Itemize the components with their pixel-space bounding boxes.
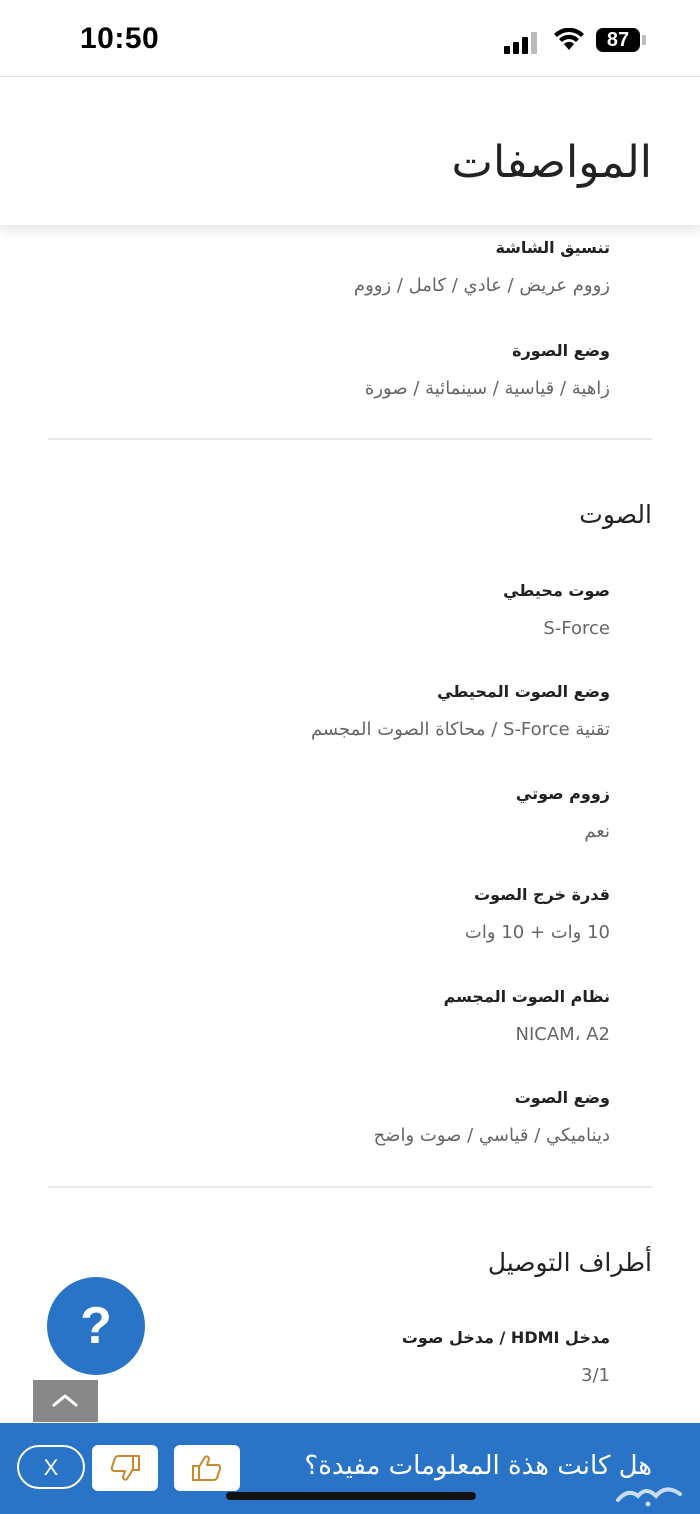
- close-feedback-button[interactable]: X: [17, 1445, 85, 1489]
- battery-icon: [642, 35, 646, 45]
- spec-label: زووم صوتي: [515, 784, 610, 803]
- section-divider: [48, 438, 652, 440]
- spec-item: [503, 581, 610, 639]
- thumbs-up-icon: [191, 1454, 223, 1482]
- spec-label: وضع الصوت المحيطي: [437, 682, 610, 701]
- spec-value: زاهية / قياسية / سينمائية / صورة: [364, 378, 610, 399]
- spec-value: NICAM، A2: [515, 1024, 610, 1045]
- spec-label: وضع الصورة: [512, 341, 610, 360]
- section-title-sound: الصوت: [579, 500, 652, 529]
- cellular-signal-icon: [504, 30, 544, 54]
- spec-value: 10 وات + 10 وات: [464, 922, 610, 943]
- status-bar: [0, 0, 700, 77]
- spec-item: [465, 885, 610, 943]
- spec-value: S-Force: [543, 618, 610, 639]
- spec-item: [402, 1328, 610, 1386]
- spec-item: [374, 1088, 610, 1146]
- section-title-connectivity: أطراف التوصيل: [487, 1248, 652, 1277]
- home-indicator: [226, 1492, 476, 1500]
- spec-value: تقنية S-Force / محاكاة الصوت المجسم: [310, 719, 610, 740]
- thumbs-down-icon: [109, 1454, 141, 1482]
- spec-item: [365, 341, 610, 399]
- chevron-up-icon: [51, 1392, 79, 1408]
- thumbs-up-button[interactable]: [174, 1445, 240, 1491]
- question-icon: ?: [80, 1297, 112, 1355]
- scroll-to-top-button[interactable]: [33, 1380, 98, 1422]
- spec-value: نعم: [584, 821, 610, 842]
- wifi-icon: [554, 28, 584, 52]
- spec-item: [516, 784, 610, 842]
- feedback-bar: [0, 1423, 700, 1514]
- spec-item: [444, 987, 610, 1045]
- spec-label: صوت محيطي: [503, 581, 610, 600]
- thumbs-down-button[interactable]: [92, 1445, 158, 1491]
- spec-value: 3/1: [581, 1365, 610, 1386]
- help-button[interactable]: [47, 1277, 145, 1375]
- section-divider: [48, 1186, 652, 1188]
- spec-value: ديناميكي / قياسي / صوت واضح: [373, 1125, 610, 1146]
- watermark-logo: [614, 1478, 688, 1508]
- battery-level: 87: [596, 28, 640, 52]
- spec-label: وضع الصوت: [514, 1088, 610, 1107]
- spec-label: قدرة خرج الصوت: [474, 885, 610, 904]
- spec-item: [311, 682, 610, 740]
- spec-label: مدخل HDMI / مدخل صوت: [401, 1328, 610, 1347]
- status-time: 10:50: [80, 22, 160, 55]
- spec-value: زووم عريض / عادي / كامل / زووم: [353, 275, 610, 296]
- page-title: المواصفات: [451, 137, 652, 188]
- spec-label: نظام الصوت المجسم: [443, 987, 610, 1006]
- page-header: [0, 77, 700, 225]
- spec-label: تنسيق الشاشة: [495, 238, 610, 257]
- feedback-question: هل كانت هذة المعلومات مفيدة؟: [304, 1451, 652, 1481]
- spec-item: [354, 238, 610, 296]
